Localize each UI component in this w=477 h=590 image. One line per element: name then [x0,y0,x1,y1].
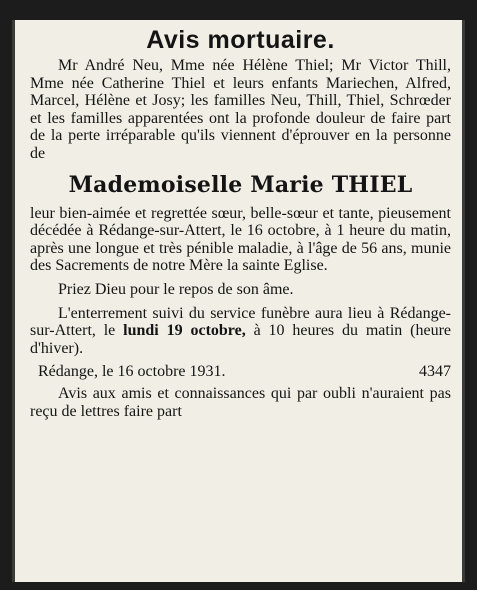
left-border-rule [12,20,15,582]
reference-number: 4347 [419,363,451,381]
funeral-details [30,305,451,358]
funeral-date: 19 octobre, [166,322,246,340]
dateline [30,363,451,381]
right-border-rule [462,20,465,582]
obituary-notice [12,20,465,582]
funeral-text-pre: L'enterrement suivi du service funèbre aura lieu à Rédange-sur-Attert, le [30,304,451,340]
place-date: Rédange, le 16 octobre 1931. [38,363,226,381]
deceased-name: Mademoiselle Marie THIEL [68,171,413,198]
family-announcement: Mr André Neu, Mme née Hélène Thiel; Mr Victor Thill, Mme née Catherine Thiel et leurs enfants Mariechen, Alfred, Marcel, Hélène et Josy; les familles Neu, Thill, Thiel, Schrœder et les familles apparentées ont la profonde douleur de faire part de la perte irréparable qu'ils viennent d'éprouver en la personne de [30,57,451,162]
funeral-day: lundi [123,322,159,340]
funeral-text-post: à 10 heures du matin (heure d'hiver). [30,322,452,357]
deceased-description: leur bien-aimée et regrettée sœur, belle-sœur et tante, pieusement décédée à Rédange-sur-Attert, le 16 octobre, à 1 heure du matin, après une longue et très pénible maladie, à l'âge de 56 ans, munie des Sacrements de notre Mère la sainte Eglise. [30,204,451,275]
notice-title: Avis mortuaire. [146,26,335,54]
closing-note: Avis aux amis et connaissances qui par oubli n'auraient pas reçu de lettres faire part [30,384,451,420]
prayer-line: Priez Dieu pour le repos de son âme. [58,280,294,298]
